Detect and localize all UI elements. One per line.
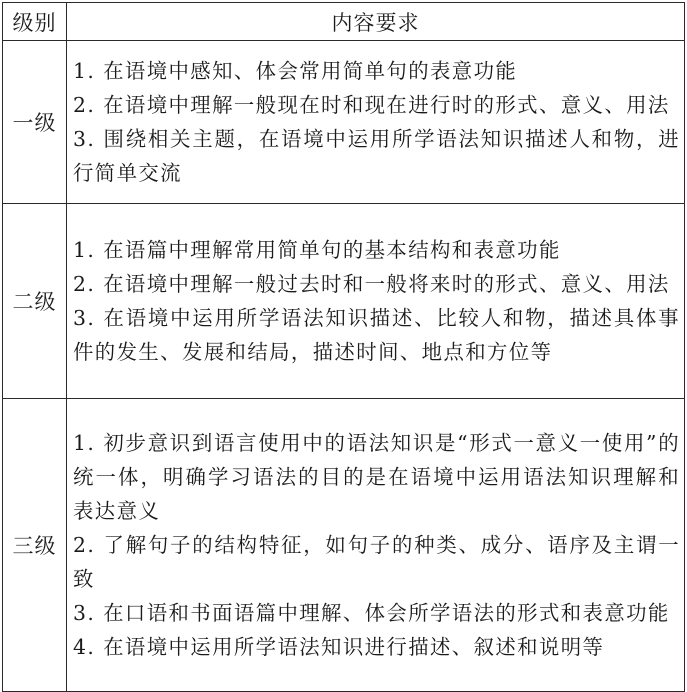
requirement-item: 1. 在语篇中理解常用简单句的基本结构和表意功能: [73, 238, 561, 262]
requirement-item: 3. 围绕相关主题，在语境中运用所学语法知识描述人和物，进行简单交流: [73, 127, 680, 185]
requirement-item: 1. 初步意识到语言使用中的语法知识是“形式一意义一使用”的统一体，明确学习语法的目的是在语境中运用语法知识理解和表达意义: [73, 431, 680, 523]
level-cell: 三级: [3, 399, 67, 692]
content-cell: [67, 41, 685, 204]
requirement-item: 2. 在语境中理解一般过去时和一般将来时的形式、意义、用法: [73, 272, 670, 296]
table-row-level-2: [3, 204, 685, 399]
level-cell: 二级: [3, 204, 67, 399]
table-row-level-3: [3, 399, 685, 692]
requirements-table: [2, 2, 685, 692]
content-column-header: 内容要求: [67, 3, 685, 41]
table-row-level-1: [3, 41, 685, 204]
requirement-item: 2. 在语境中理解一般现在时和现在进行时的形式、意义、用法: [73, 93, 670, 117]
requirement-item: 1. 在语境中感知、体会常用简单句的表意功能: [73, 59, 518, 83]
level-cell: 一级: [3, 41, 67, 204]
requirement-item: 4. 在语境中运用所学语法知识进行描述、叙述和说明等: [73, 635, 605, 659]
content-cell: [67, 204, 685, 399]
requirement-item: 3. 在口语和书面语篇中理解、体会所学语法的形式和表意功能: [73, 601, 670, 625]
level-column-header: 级别: [3, 3, 67, 41]
content-cell: [67, 399, 685, 692]
header-row: [3, 3, 685, 41]
requirement-item: 3. 在语境中运用所学语法知识描述、比较人和物，描述具体事件的发生、发展和结局，描述时间、地点和方位等: [73, 306, 680, 364]
requirement-item: 2. 了解句子的结构特征，如句子的种类、成分、语序及主谓一致: [73, 533, 680, 591]
